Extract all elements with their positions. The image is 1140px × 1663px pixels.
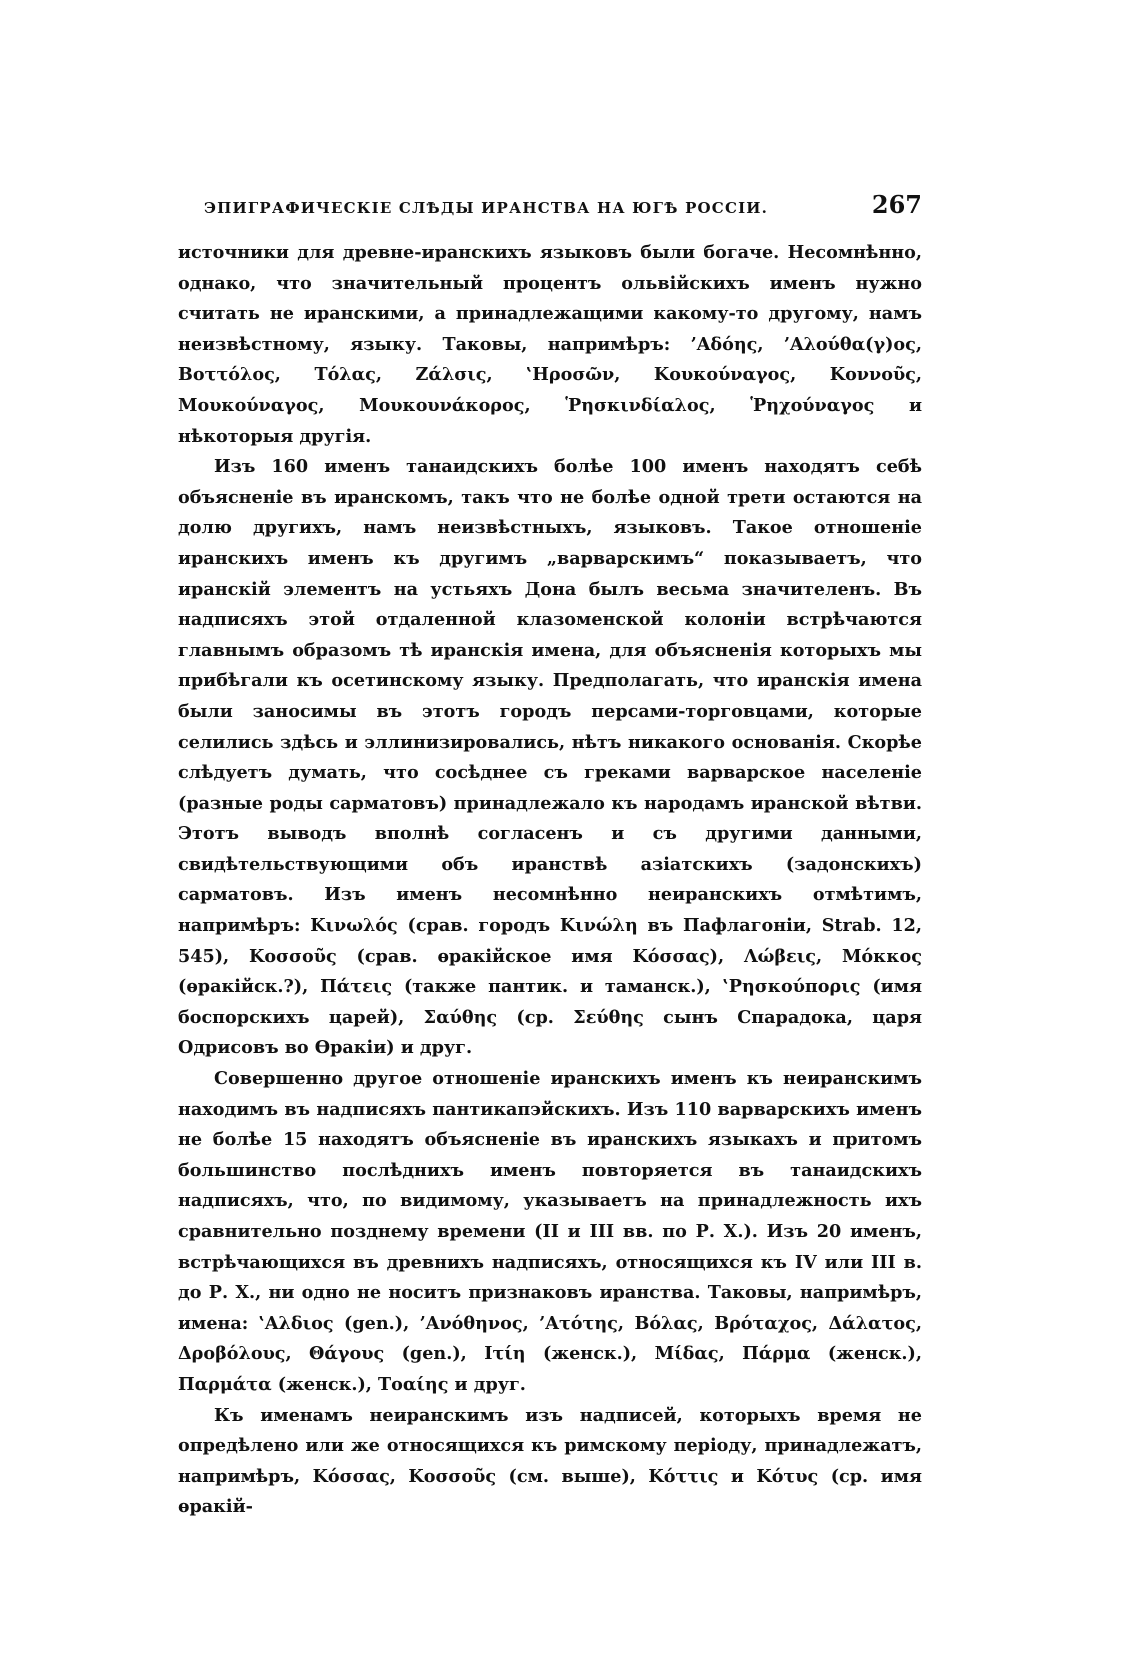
page-number: 267 — [871, 190, 922, 219]
paragraph-1: источники для древне-иранскихъ языковъ были богаче. Несомнѣнно, однако, что значительный процентъ ольвійскихъ именъ нужно считать не иранскими, а принадлежащими какому-то другому, намъ неизвѣстному, языку. Таковы, напримѣръ: ’Αδόης, ’Αλούθα(γ)ος, Βοττόλος, Τόλας, Ζάλσις, ‛Ηροσῶν, Κουκούναγος, Κοννοῦς, Μουκούναγος, Μουκουνάκορος, Ῥησκινδίαλος, Ῥηχούναγος и нѣкоторыя другія. — [178, 242, 922, 447]
running-header — [178, 190, 922, 224]
paragraph-3: Совершенно другое отношеніе иранскихъ именъ къ неиранскимъ находимъ въ надписяхъ пантикапэйскихъ. Изъ 110 варварскихъ именъ не болѣе 15 находятъ объясненіе въ иранскихъ языкахъ и притомъ большинство послѣднихъ именъ повторяется въ танаидскихъ надписяхъ, что, по видимому, указываетъ на принадлежность ихъ сравнительно позднему времени (II и III вв. по Р. Х.). Изъ 20 именъ, встрѣчающихся въ древнихъ надписяхъ, относящихся къ IV или III в. до Р. Х., ни одно не носитъ признаковъ иранства. Таковы, напримѣръ, имена: ‛Αλδιος (gen.), ’Ανόθηνος, ’Ατότης, Βόλας, Βρόταχος, Δάλατος, Δροβόλους, Θάγους (gen.), Ιτίη (женск.), Μίδας, Πάρμα (женск.), Παρμάτα (женск.), Τοαίης и друг. — [178, 1068, 922, 1395]
paragraph-4: Къ именамъ неиранскимъ изъ надписей, которыхъ время не опредѣлено или же относящихся къ римскому періоду, принадлежатъ, напримѣръ, Κόσσας, Κοσσοῦς (см. выше), Κόττις и Κότυς (ср. имя ѳракій- — [178, 1404, 922, 1518]
running-title: ЭПИГРАФИЧЕСКІЕ СЛѢДЫ ИРАНСТВА НА ЮГѢ РОССІИ. — [204, 199, 769, 217]
book-page — [178, 190, 922, 1523]
body-text — [178, 238, 922, 1523]
paragraph-2: Изъ 160 именъ танаидскихъ болѣе 100 именъ находятъ себѣ объясненіе въ иранскомъ, такъ что не болѣе одной трети остаются на долю другихъ, намъ неизвѣстныхъ, языковъ. Такое отношеніе иранскихъ именъ къ другимъ „варварскимъ“ показываетъ, что иранскій элементъ на устьяхъ Дона былъ весьма значителенъ. Въ надписяхъ этой отдаленной клазоменской колоніи встрѣчаются главнымъ образомъ тѣ иранскія имена, для объясненія которыхъ мы прибѣгали къ осетинскому языку. Предполагать, что иранскія имена были заносимы въ этотъ городъ персами-торговцами, которые селились здѣсь и эллинизировались, нѣтъ никакого основанія. Скорѣе слѣдуетъ думать, что сосѣднее съ греками варварское населеніе (разные роды сарматовъ) принадлежало къ народамъ иранской вѣтви. Этотъ выводъ вполнѣ согласенъ и съ другими данными, свидѣтельствующими объ иранствѣ азіатскихъ (задонскихъ) сарматовъ. Изъ именъ несомнѣнно неиранскихъ отмѣтимъ, напримѣръ: Κινωλός (срав. городъ Κινώλη въ Пафлагоніи, Strab. 12, 545), Κοσσοῦς (срав. ѳракійское имя Κόσσας), Λώβεις, Μόκκος (ѳракійск.?), Πάτεις (также пантик. и таманск.), ‛Ρησκούπορις (имя боспорскихъ царей), Σαύθης (ср. Σεύθης сынъ Спарадока, царя Одрисовъ во Ѳракіи) и друг. — [178, 456, 922, 1059]
